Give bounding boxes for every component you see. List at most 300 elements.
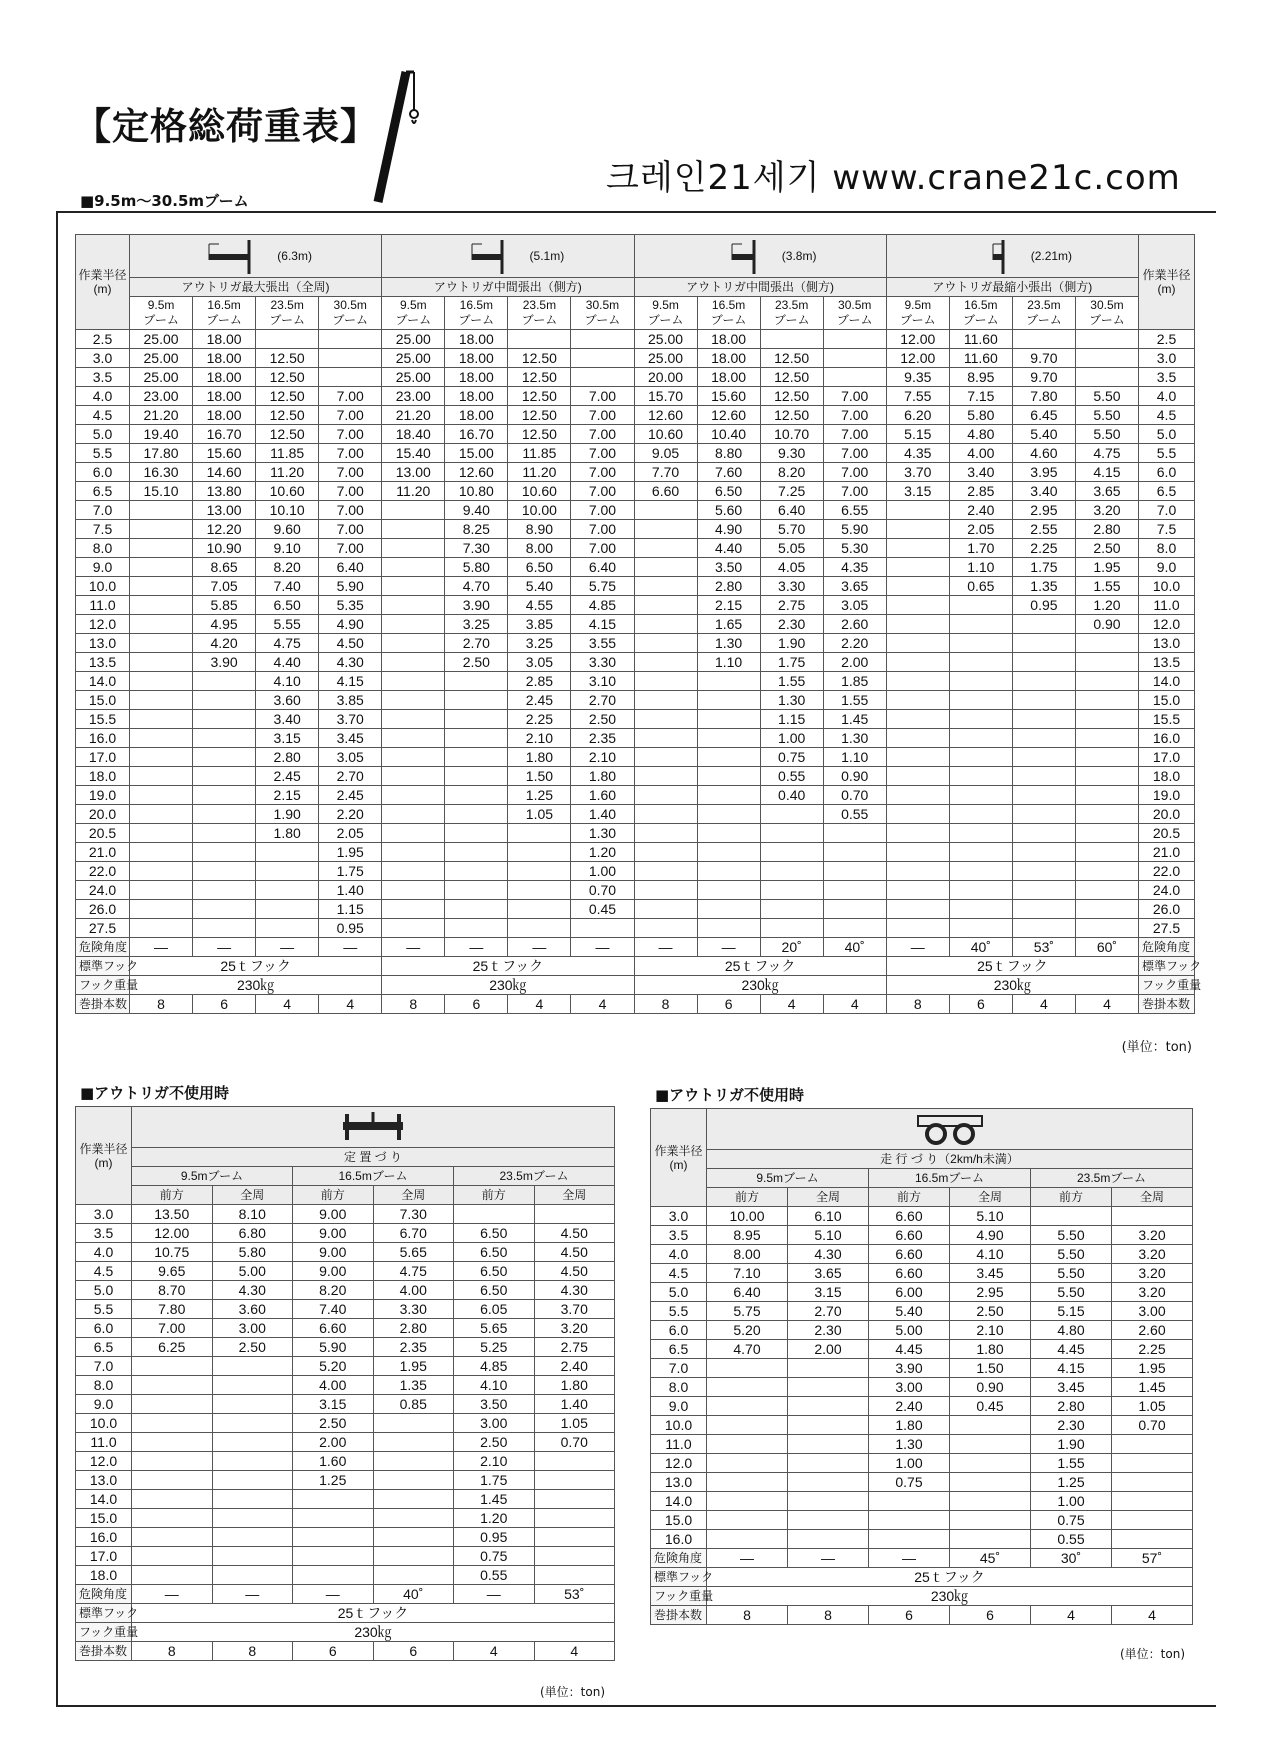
load-cell: 5.75 — [707, 1302, 788, 1321]
load-cell: 8.10 — [212, 1205, 293, 1224]
load-cell: 8.20 — [293, 1281, 374, 1300]
load-cell — [823, 349, 886, 368]
load-cell — [886, 786, 949, 805]
radius-cell: 20.5 — [76, 824, 130, 843]
table-row — [76, 653, 1195, 672]
load-cell: 1.00 — [760, 729, 823, 748]
table-row — [76, 1395, 615, 1414]
radius-cell: 11.0 — [76, 596, 130, 615]
load-cell: 5.20 — [707, 1321, 788, 1340]
load-cell: 8.70 — [132, 1281, 213, 1300]
table-row — [76, 843, 1195, 862]
radius-cell: 4.0 — [651, 1245, 707, 1264]
load-cell — [293, 1547, 374, 1566]
load-cell: 9.40 — [445, 501, 508, 520]
load-cell: 9.65 — [132, 1262, 213, 1281]
load-cell — [132, 1433, 213, 1452]
load-cell — [697, 729, 760, 748]
load-cell: 7.40 — [293, 1300, 374, 1319]
table-cell: 6 — [445, 995, 508, 1014]
load-cell: 4.75 — [1075, 444, 1138, 463]
radius-cell: 9.0 — [651, 1397, 707, 1416]
load-cell — [445, 748, 508, 767]
load-cell: 1.00 — [869, 1454, 950, 1473]
table-row — [76, 1528, 615, 1547]
load-cell — [132, 1490, 213, 1509]
load-cell: 6.55 — [823, 501, 886, 520]
load-cell — [508, 843, 571, 862]
load-cell — [212, 1357, 293, 1376]
load-cell — [1112, 1435, 1193, 1454]
load-cell: 1.95 — [319, 843, 382, 862]
boom-header: 9.5m ブーム — [634, 297, 697, 330]
load-cell: 18.00 — [193, 387, 256, 406]
load-cell: 5.50 — [1075, 406, 1138, 425]
load-cell: 1.35 — [373, 1376, 454, 1395]
load-cell: 6.50 — [697, 482, 760, 501]
load-cell: 2.15 — [256, 786, 319, 805]
load-cell — [319, 368, 382, 387]
row-label: 標準フック — [651, 1568, 707, 1587]
table-cell: 4 — [1075, 995, 1138, 1014]
load-cell: 2.15 — [697, 596, 760, 615]
table-row — [76, 387, 1195, 406]
direction-header: 全周 — [373, 1186, 454, 1205]
load-cell — [508, 900, 571, 919]
section-heading-stationary: ■アウトリガ不使用時 — [80, 1084, 230, 1102]
load-cell — [193, 843, 256, 862]
radius-cell: 7.5 — [76, 520, 130, 539]
load-cell — [130, 520, 193, 539]
radius-cell: 13.5 — [1139, 653, 1195, 672]
load-cell: 3.20 — [1075, 501, 1138, 520]
load-cell — [130, 767, 193, 786]
load-cell: 4.20 — [193, 634, 256, 653]
load-cell: 8.95 — [707, 1226, 788, 1245]
load-cell: 11.20 — [256, 463, 319, 482]
load-cell: 3.40 — [256, 710, 319, 729]
load-cell — [634, 805, 697, 824]
outrigger-width: (3.8m) — [781, 249, 817, 263]
load-cell — [823, 862, 886, 881]
table-cell: 4 — [823, 995, 886, 1014]
load-cell: 7.55 — [886, 387, 949, 406]
radius-cell: 6.5 — [76, 1338, 132, 1357]
load-cell: 2.70 — [571, 691, 634, 710]
load-cell — [1012, 615, 1075, 634]
load-cell — [634, 501, 697, 520]
load-cell: 3.65 — [1075, 482, 1138, 501]
load-cell: 3.70 — [319, 710, 382, 729]
crane-boom-icon — [366, 66, 426, 206]
radius-cell: 7.0 — [76, 501, 130, 520]
load-cell — [886, 767, 949, 786]
radius-cell: 12.0 — [76, 615, 130, 634]
load-cell: 1.10 — [697, 653, 760, 672]
load-cell: 25.00 — [130, 349, 193, 368]
table-row — [76, 615, 1195, 634]
load-cell: 6.50 — [454, 1281, 535, 1300]
load-cell — [1075, 824, 1138, 843]
load-cell — [212, 1376, 293, 1395]
load-cell — [193, 881, 256, 900]
load-cell — [571, 919, 634, 938]
load-cell: 6.20 — [886, 406, 949, 425]
load-cell: 1.45 — [1112, 1378, 1193, 1397]
row-label: 巻掛本数 — [76, 995, 130, 1014]
load-cell — [634, 881, 697, 900]
table-cell: 4 — [508, 995, 571, 1014]
table-row — [76, 1376, 615, 1395]
load-cell: 7.00 — [571, 482, 634, 501]
load-cell: 0.95 — [319, 919, 382, 938]
boom-header: 16.5mブーム — [869, 1169, 1031, 1188]
load-cell: 18.00 — [697, 330, 760, 349]
load-cell — [130, 672, 193, 691]
load-cell: 1.20 — [454, 1509, 535, 1528]
load-cell: 12.50 — [256, 349, 319, 368]
load-cell: 4.00 — [293, 1376, 374, 1395]
load-cell: 6.60 — [634, 482, 697, 501]
row-label: 危険角度 — [651, 1549, 707, 1568]
load-cell — [886, 900, 949, 919]
load-cell — [373, 1547, 454, 1566]
load-cell: 6.60 — [869, 1226, 950, 1245]
load-cell — [634, 786, 697, 805]
load-cell — [1075, 805, 1138, 824]
radius-cell: 14.0 — [1139, 672, 1195, 691]
load-cell: 3.20 — [1112, 1226, 1193, 1245]
table-cell: 4 — [319, 995, 382, 1014]
load-cell: 1.80 — [869, 1416, 950, 1435]
load-cell — [1075, 710, 1138, 729]
load-cell — [1012, 805, 1075, 824]
load-cell: 4.80 — [1031, 1321, 1112, 1340]
load-cell — [293, 1509, 374, 1528]
radius-cell: 8.0 — [76, 1376, 132, 1395]
load-cell — [1075, 900, 1138, 919]
table-cell: 40˚ — [823, 938, 886, 957]
load-cell: 7.00 — [571, 501, 634, 520]
table-row — [76, 1224, 615, 1243]
row-label: 巻掛本数 — [1139, 995, 1195, 1014]
load-cell — [382, 919, 445, 938]
load-cell — [760, 824, 823, 843]
load-cell: 6.40 — [707, 1283, 788, 1302]
load-cell: 3.90 — [445, 596, 508, 615]
load-cell — [130, 596, 193, 615]
load-cell — [788, 1511, 869, 1530]
load-cell: 5.90 — [319, 577, 382, 596]
load-cell — [1112, 1530, 1193, 1549]
load-cell — [534, 1452, 615, 1471]
load-cell — [382, 786, 445, 805]
load-cell — [1012, 786, 1075, 805]
load-cell — [445, 805, 508, 824]
load-cell — [212, 1452, 293, 1471]
load-cell: 1.45 — [823, 710, 886, 729]
load-cell: 1.60 — [571, 786, 634, 805]
load-cell: 3.45 — [1031, 1378, 1112, 1397]
load-cell: 2.00 — [823, 653, 886, 672]
table-row — [76, 1300, 615, 1319]
load-cell: 1.30 — [823, 729, 886, 748]
load-cell — [193, 805, 256, 824]
load-cell: 1.35 — [1012, 577, 1075, 596]
radius-cell: 4.0 — [76, 1243, 132, 1262]
load-cell: 5.85 — [193, 596, 256, 615]
load-cell: 16.70 — [445, 425, 508, 444]
table-cell: 60˚ — [1075, 938, 1138, 957]
load-cell: 5.00 — [869, 1321, 950, 1340]
boom-header: 9.5m ブーム — [382, 297, 445, 330]
load-cell: 7.00 — [319, 444, 382, 463]
hook-weight: 230㎏ — [382, 976, 634, 995]
load-cell — [788, 1530, 869, 1549]
load-cell — [634, 919, 697, 938]
radius-cell: 15.0 — [76, 1509, 132, 1528]
load-cell — [193, 748, 256, 767]
radius-cell: 11.0 — [76, 1433, 132, 1452]
load-cell: 4.35 — [823, 558, 886, 577]
load-cell: 4.60 — [1012, 444, 1075, 463]
table-row — [76, 1414, 615, 1433]
load-cell: 3.40 — [949, 463, 1012, 482]
load-cell — [634, 748, 697, 767]
load-cell: 2.80 — [1031, 1397, 1112, 1416]
load-cell: 5.30 — [823, 539, 886, 558]
load-cell: 8.20 — [256, 558, 319, 577]
table-cell: — — [382, 938, 445, 957]
load-cell — [949, 729, 1012, 748]
load-cell — [823, 900, 886, 919]
load-cell: 1.90 — [256, 805, 319, 824]
table-row — [651, 1511, 1193, 1530]
load-cell: 7.00 — [571, 539, 634, 558]
radius-cell: 16.0 — [76, 729, 130, 748]
load-cell: 1.10 — [949, 558, 1012, 577]
load-cell: 2.80 — [256, 748, 319, 767]
load-cell: 14.60 — [193, 463, 256, 482]
load-cell: 5.15 — [886, 425, 949, 444]
radius-cell: 4.5 — [76, 1262, 132, 1281]
load-cell: 7.00 — [571, 463, 634, 482]
load-cell: 6.60 — [869, 1245, 950, 1264]
load-cell: 11.20 — [508, 463, 571, 482]
load-cell: 20.00 — [634, 368, 697, 387]
radius-cell: 17.0 — [1139, 748, 1195, 767]
load-cell: 0.70 — [823, 786, 886, 805]
load-cell — [697, 710, 760, 729]
load-cell — [1075, 653, 1138, 672]
load-cell — [212, 1528, 293, 1547]
load-cell: 0.95 — [1012, 596, 1075, 615]
load-cell: 3.20 — [1112, 1264, 1193, 1283]
load-cell — [949, 748, 1012, 767]
load-cell: 10.60 — [634, 425, 697, 444]
load-cell — [788, 1397, 869, 1416]
load-cell — [382, 843, 445, 862]
load-cell: 4.50 — [534, 1224, 615, 1243]
table-cell: 4 — [571, 995, 634, 1014]
table-row — [76, 881, 1195, 900]
table-caption: 走 行 づ り（2km/h未満） — [707, 1150, 1193, 1169]
load-cell — [445, 710, 508, 729]
boom-header: 9.5mブーム — [132, 1167, 293, 1186]
outrigger-group-name: アウトリガ中間張出（側方) — [382, 278, 634, 297]
load-cell — [130, 634, 193, 653]
load-cell: 1.15 — [760, 710, 823, 729]
load-cell: 18.00 — [445, 387, 508, 406]
load-cell — [382, 520, 445, 539]
table-row — [76, 1566, 615, 1585]
load-cell: 4.50 — [534, 1262, 615, 1281]
load-cell — [634, 653, 697, 672]
load-cell — [256, 881, 319, 900]
radius-cell: 22.0 — [76, 862, 130, 881]
load-cell: 1.75 — [1012, 558, 1075, 577]
load-cell — [1012, 653, 1075, 672]
table-row — [76, 1490, 615, 1509]
radius-header: 作業半径 (m) — [76, 1107, 132, 1205]
load-cell — [508, 919, 571, 938]
load-cell — [382, 634, 445, 653]
table-row — [651, 1492, 1193, 1511]
radius-cell: 20.0 — [76, 805, 130, 824]
radius-cell: 17.0 — [76, 748, 130, 767]
danger-angle: — — [707, 1549, 788, 1568]
load-cell: 3.00 — [1112, 1302, 1193, 1321]
load-cell: 1.80 — [508, 748, 571, 767]
table-cell: 4 — [760, 995, 823, 1014]
load-cell: 3.65 — [823, 577, 886, 596]
load-cell: 2.95 — [950, 1283, 1031, 1302]
load-cell — [634, 862, 697, 881]
load-cell — [634, 691, 697, 710]
load-cell — [760, 919, 823, 938]
load-cell — [132, 1414, 213, 1433]
radius-cell: 10.0 — [76, 577, 130, 596]
radius-cell: 13.0 — [651, 1473, 707, 1492]
radius-cell: 9.0 — [76, 1395, 132, 1414]
load-cell: 18.00 — [445, 406, 508, 425]
load-cell: 25.00 — [382, 349, 445, 368]
load-cell: 7.00 — [319, 387, 382, 406]
load-cell: 0.75 — [869, 1473, 950, 1492]
load-cell: 1.95 — [1075, 558, 1138, 577]
radius-cell: 19.0 — [1139, 786, 1195, 805]
load-cell: 9.00 — [293, 1243, 374, 1262]
load-cell: 2.50 — [293, 1414, 374, 1433]
load-cell: 1.25 — [293, 1471, 374, 1490]
load-cell — [445, 672, 508, 691]
load-cell: 7.00 — [823, 406, 886, 425]
direction-header: 前方 — [454, 1186, 535, 1205]
load-cell — [445, 691, 508, 710]
radius-cell: 15.0 — [651, 1511, 707, 1530]
load-cell: 2.40 — [949, 501, 1012, 520]
load-cell — [1012, 767, 1075, 786]
load-cell: 6.10 — [788, 1207, 869, 1226]
load-cell — [132, 1509, 213, 1528]
table-row — [651, 1530, 1193, 1549]
radius-cell: 15.0 — [1139, 691, 1195, 710]
load-cell: 4.40 — [697, 539, 760, 558]
radius-cell: 7.0 — [1139, 501, 1195, 520]
load-cell — [382, 824, 445, 843]
load-cell: 4.75 — [373, 1262, 454, 1281]
load-cell — [193, 862, 256, 881]
hook-type: 25ｔフック — [707, 1568, 1193, 1587]
table-row — [651, 1207, 1193, 1226]
table-row — [651, 1340, 1193, 1359]
load-cell: 1.65 — [697, 615, 760, 634]
load-cell — [212, 1566, 293, 1585]
radius-cell: 11.0 — [1139, 596, 1195, 615]
radius-cell: 26.0 — [76, 900, 130, 919]
outrigger-mid-side-icon — [634, 235, 886, 278]
load-cell — [382, 862, 445, 881]
load-cell: 21.20 — [130, 406, 193, 425]
load-cell: 1.40 — [534, 1395, 615, 1414]
load-cell: 7.00 — [823, 444, 886, 463]
radius-header: 作業半径 (m) — [76, 235, 130, 330]
load-cell: 21.20 — [382, 406, 445, 425]
line-count: 8 — [788, 1606, 869, 1625]
load-cell — [949, 862, 1012, 881]
load-cell — [634, 729, 697, 748]
load-cell: 25.00 — [382, 368, 445, 387]
load-cell: 2.25 — [508, 710, 571, 729]
radius-cell: 14.0 — [76, 1490, 132, 1509]
load-cell: 7.30 — [373, 1205, 454, 1224]
load-cell: 4.30 — [212, 1281, 293, 1300]
outrigger-width: (5.1m) — [529, 249, 565, 263]
page-title: 【定格総荷重表】 — [74, 105, 378, 148]
load-cell — [1112, 1492, 1193, 1511]
load-cell — [634, 672, 697, 691]
load-cell — [1012, 900, 1075, 919]
load-cell: 3.85 — [508, 615, 571, 634]
load-cell — [256, 330, 319, 349]
radius-cell: 4.0 — [1139, 387, 1195, 406]
load-cell: 2.20 — [319, 805, 382, 824]
load-cell: 12.50 — [256, 406, 319, 425]
hook-type: 25ｔフック — [130, 957, 382, 976]
radius-cell: 12.0 — [1139, 615, 1195, 634]
table-cell: 8 — [886, 995, 949, 1014]
load-cell: 2.30 — [788, 1321, 869, 1340]
load-cell: 1.05 — [508, 805, 571, 824]
load-cell: 7.00 — [319, 463, 382, 482]
unit-note: (単位：ton) — [1120, 1647, 1186, 1661]
load-cell: 12.50 — [508, 368, 571, 387]
load-cell: 3.05 — [508, 653, 571, 672]
load-cell — [212, 1547, 293, 1566]
load-cell: 5.90 — [823, 520, 886, 539]
hook-weight: 230㎏ — [886, 976, 1138, 995]
load-cell — [571, 330, 634, 349]
load-cell: 7.00 — [823, 425, 886, 444]
radius-cell: 4.0 — [76, 387, 130, 406]
radius-cell: 16.0 — [76, 1528, 132, 1547]
load-cell: 3.50 — [454, 1395, 535, 1414]
load-cell: 4.90 — [697, 520, 760, 539]
load-cell: 0.45 — [950, 1397, 1031, 1416]
load-cell: 19.40 — [130, 425, 193, 444]
load-cell: 2.95 — [1012, 501, 1075, 520]
load-cell: 1.30 — [869, 1435, 950, 1454]
